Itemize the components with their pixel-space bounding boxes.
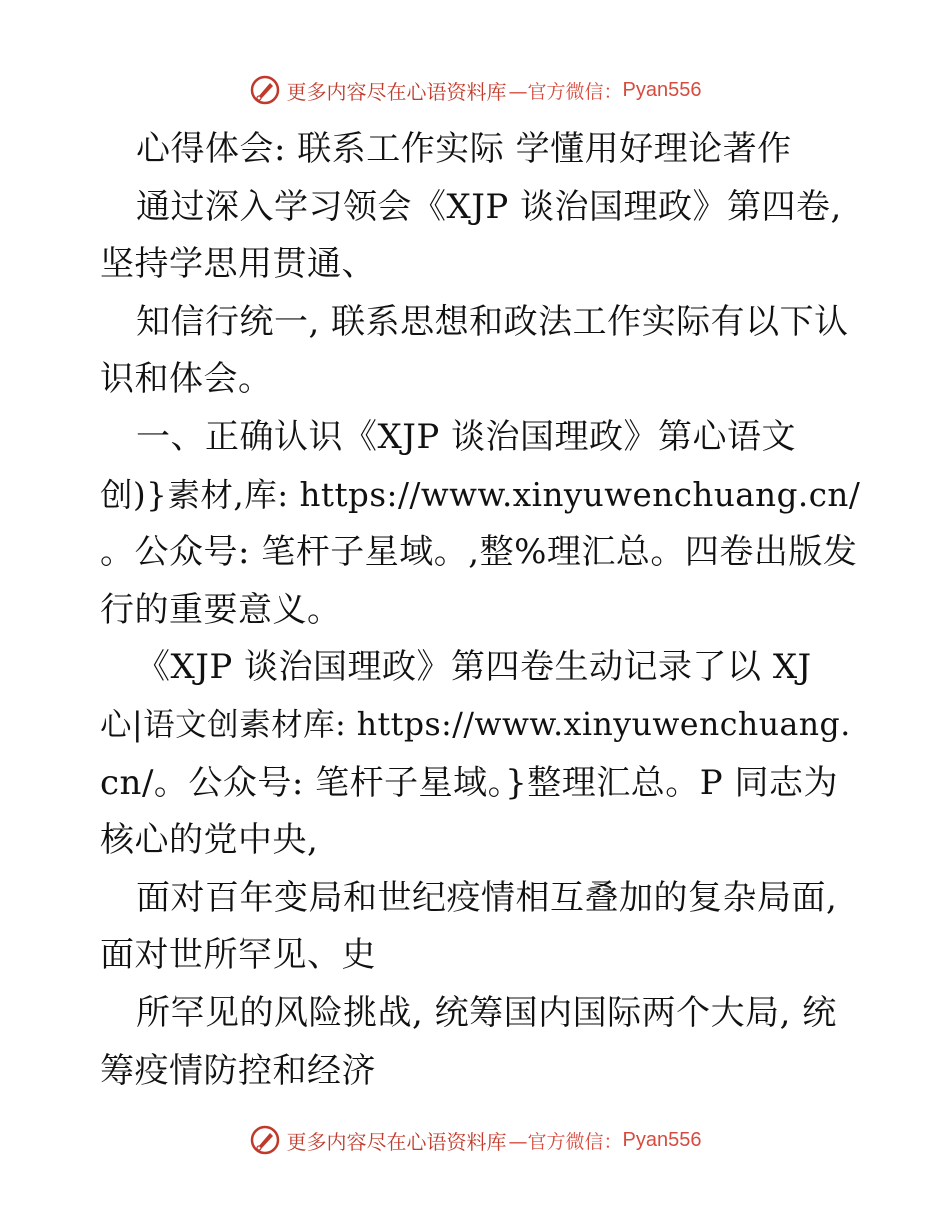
text-line: 知信行统一, 联系思想和政法工作实际有以下认 (136, 301, 849, 342)
header-watermark-banner (0, 70, 950, 110)
pen-logo-icon (249, 1124, 281, 1156)
text-line: 所罕见的风险挑战, 统筹国内国际两个大局, 统 (136, 992, 837, 1033)
text-line: 面对世所罕见、史 (100, 935, 376, 976)
text-line: 坚持学思用贯通、 (100, 244, 376, 285)
banner-wechat-handle: Pyan556 (622, 1128, 702, 1151)
banner-main-text: 更多内容尽在心语资料库 (286, 79, 507, 104)
banner-separator-text: —官方微信： (508, 80, 623, 103)
text-line: 识和体会。 (100, 359, 273, 400)
text-line: 心|语文创素材库: https://www.xinyuwenchuang. (100, 706, 851, 743)
text-line: cn/。公众号: 笔杆子星域。}整理汇总。P 同志为 (100, 762, 838, 803)
banner-wechat-handle: Pyan556 (622, 78, 702, 101)
text-line: 一、正确认识《XJP 谈治国理政》第心语文 (136, 416, 797, 457)
banner-main-text: 更多内容尽在心语资料库 (286, 1129, 507, 1154)
document-body (100, 121, 860, 1100)
banner-separator-text: —官方微信： (508, 1130, 623, 1153)
text-line: 核心的党中央, (100, 820, 319, 861)
text-line: 《XJP 谈治国理政》第四卷生动记录了以 XJ (136, 647, 812, 688)
text-line: 创)}素材,库: https://www.xinyuwenchuang.cn/ (100, 475, 861, 514)
text-line: 筹疫情防控和经济 (100, 1050, 376, 1091)
text-line: 。公众号: 笔杆子星域。,整%理汇总。四卷出版发 (100, 532, 858, 573)
text-line: 通过深入学习领会《XJP 谈治国理政》第四卷, (136, 186, 842, 227)
pen-logo-icon (249, 74, 281, 106)
text-line: 面对百年变局和世纪疫情相互叠加的复杂局面, (136, 877, 838, 918)
text-line: 心得体会: 联系工作实际 学懂用好理论著作 (136, 129, 792, 169)
text-line: 行的重要意义。 (100, 589, 342, 630)
footer-watermark-banner (0, 1120, 950, 1160)
